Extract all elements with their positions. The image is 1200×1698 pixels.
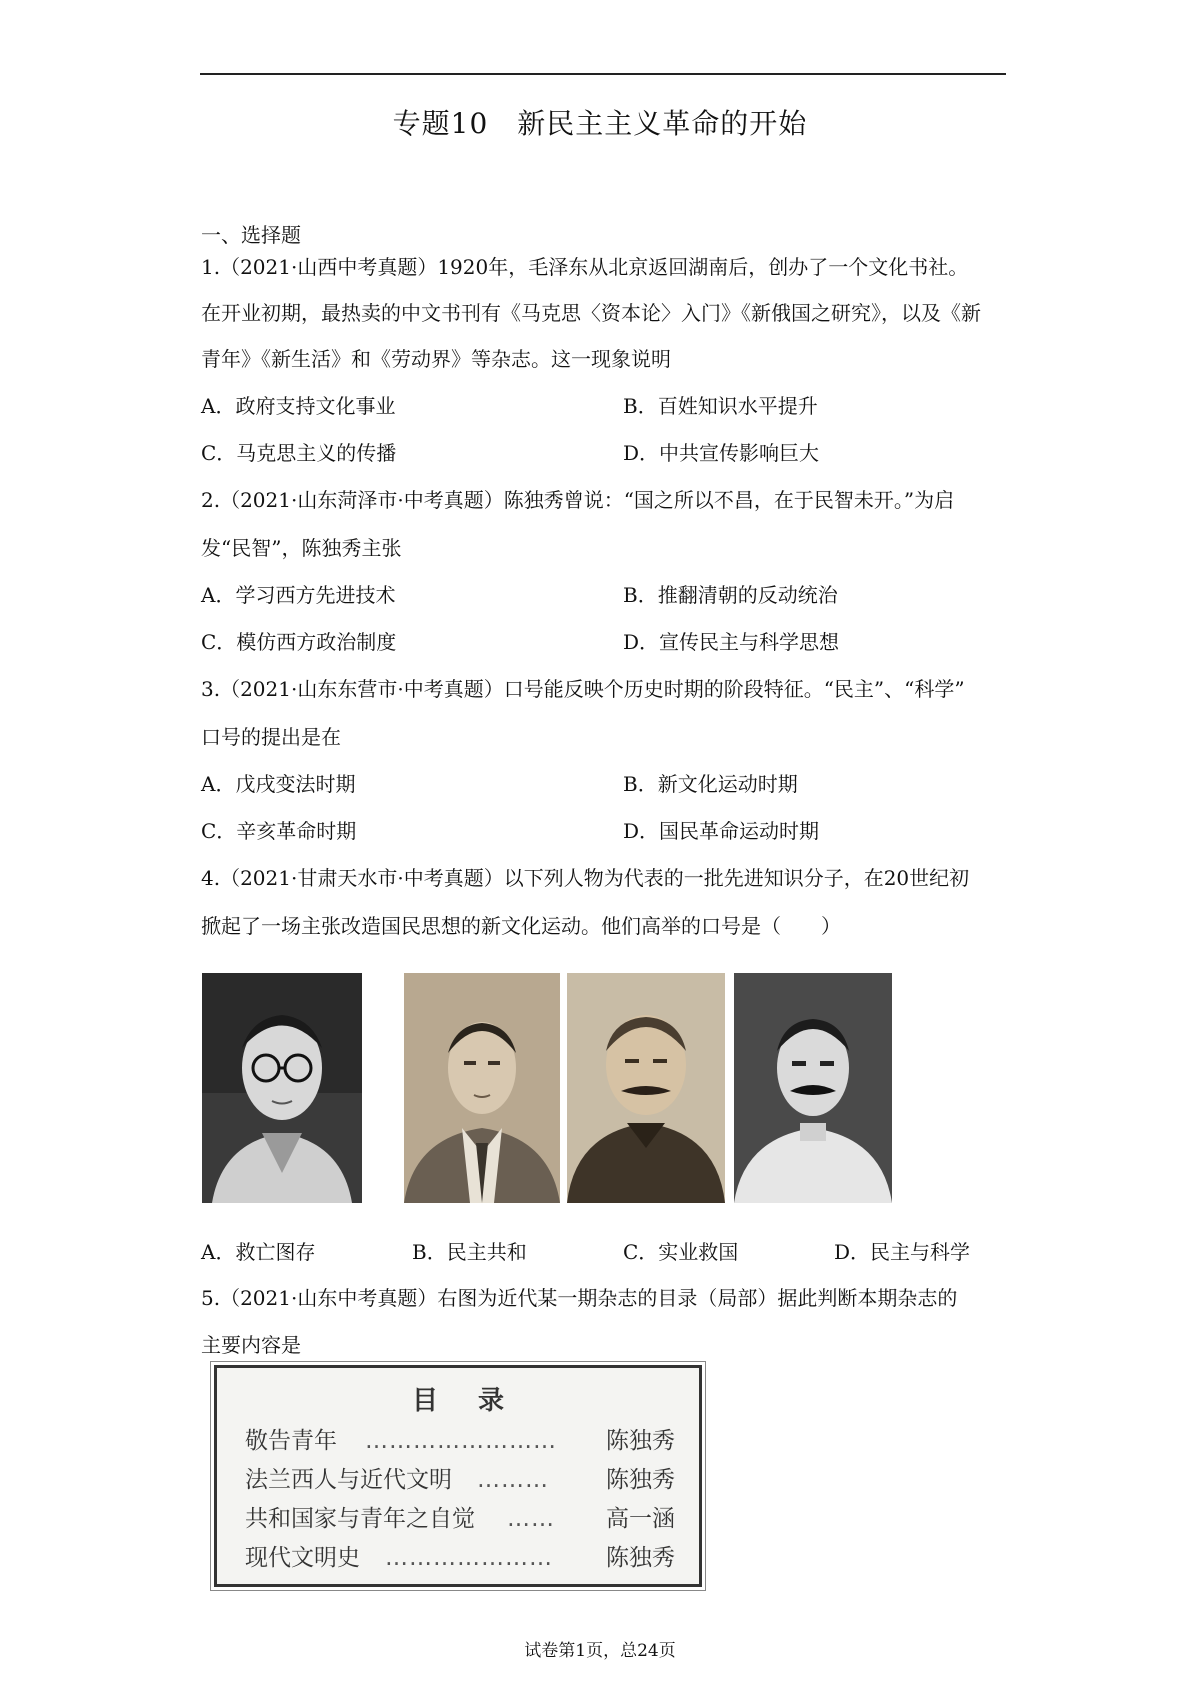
q3-option-c[interactable]: C．辛亥革命时期: [201, 819, 357, 843]
toc-heading: 目录: [411, 1386, 544, 1416]
q3-option-b[interactable]: B．新文化运动时期: [623, 772, 798, 796]
q3-line-1: 3.（2021·山东东营市·中考真题）口号能反映个历史时期的阶段特征。“民主”、“科学”: [201, 677, 965, 701]
toc-row-author: 陈独秀: [606, 1545, 675, 1571]
toc-row: [245, 1424, 675, 1458]
q5-line-2: 主要内容是: [201, 1333, 301, 1357]
q2-option-a[interactable]: A．学习西方先进技术: [201, 583, 396, 607]
q1-line-2: 在开业初期，最热卖的中文书刊有《马克思〈资本论〉入门》《新俄国之研究》，以及《新: [201, 301, 981, 325]
q2-line-2: 发“民智”，陈独秀主张: [201, 536, 402, 560]
q2-option-b[interactable]: B．推翻清朝的反动统治: [623, 583, 838, 607]
portrait-photo-1: [202, 973, 362, 1203]
toc-row-dots: ……………………: [365, 1428, 557, 1454]
toc-row-title: 敬告青年: [245, 1428, 337, 1454]
top-rule: [200, 73, 1006, 75]
portrait-photo-4: [734, 973, 892, 1203]
toc-row-title: 现代文明史: [245, 1545, 360, 1571]
toc-row-title: 共和国家与青年之自觉: [245, 1506, 475, 1532]
portrait-photo-2: [404, 973, 560, 1203]
q4-line-1: 4.（2021·甘肃天水市·中考真题）以下列人物为代表的一批先进知识分子，在20世纪初: [201, 866, 970, 890]
q4-option-b[interactable]: B．民主共和: [412, 1240, 527, 1264]
q1-line-3: 青年》《新生活》和《劳动界》等杂志。这一现象说明: [201, 347, 671, 371]
q2-line-1: 2.（2021·山东菏泽市·中考真题）陈独秀曾说：“国之所以不昌，在于民智未开。”为启: [201, 488, 955, 512]
q4-line-2: 掀起了一场主张改造国民思想的新文化运动。他们高举的口号是（ ）: [201, 914, 841, 938]
q4-option-a[interactable]: A．救亡图存: [201, 1240, 316, 1264]
page-footer: 试卷第1页，总24页: [524, 1641, 676, 1661]
q3-option-d[interactable]: D．国民革命运动时期: [623, 819, 820, 843]
q3-option-a[interactable]: A．戊戌变法时期: [201, 772, 356, 796]
q1-option-a[interactable]: A．政府支持文化事业: [201, 394, 396, 418]
q2-option-d[interactable]: D．宣传民主与科学思想: [623, 630, 840, 654]
q5-line-1: 5.（2021·山东中考真题）右图为近代某一期杂志的目录（局部）据此判断本期杂志的: [201, 1286, 958, 1310]
q1-option-d[interactable]: D．中共宣传影响巨大: [623, 441, 820, 465]
toc-row-author: 高一涵: [606, 1506, 675, 1532]
section-heading: 一、选择题: [201, 223, 301, 247]
q2-option-c[interactable]: C．模仿西方政治制度: [201, 630, 397, 654]
magazine-toc-image: [214, 1365, 702, 1587]
portrait-photo-3: [567, 973, 725, 1203]
q1-option-c[interactable]: C．马克思主义的传播: [201, 441, 397, 465]
toc-row-title: 法兰西人与近代文明: [245, 1467, 452, 1493]
q1-line-1: 1.（2021·山西中考真题）1920年，毛泽东从北京返回湖南后，创办了一个文化书社。: [201, 255, 969, 279]
toc-row: [245, 1541, 675, 1575]
q1-option-b[interactable]: B．百姓知识水平提升: [623, 394, 818, 418]
toc-row-dots: ………: [477, 1467, 549, 1493]
q3-line-2: 口号的提出是在: [201, 725, 341, 749]
toc-row-dots: …………………: [385, 1545, 553, 1571]
toc-row-author: 陈独秀: [606, 1428, 675, 1454]
toc-row: [245, 1463, 675, 1497]
q4-option-c[interactable]: C．实业救国: [623, 1240, 739, 1264]
toc-row-author: 陈独秀: [606, 1467, 675, 1493]
q4-option-d[interactable]: D．民主与科学: [834, 1240, 971, 1264]
toc-row-dots: ……: [507, 1506, 555, 1532]
toc-row: [245, 1502, 675, 1536]
page-title: 专题10 新民主主义革命的开始: [392, 107, 808, 140]
